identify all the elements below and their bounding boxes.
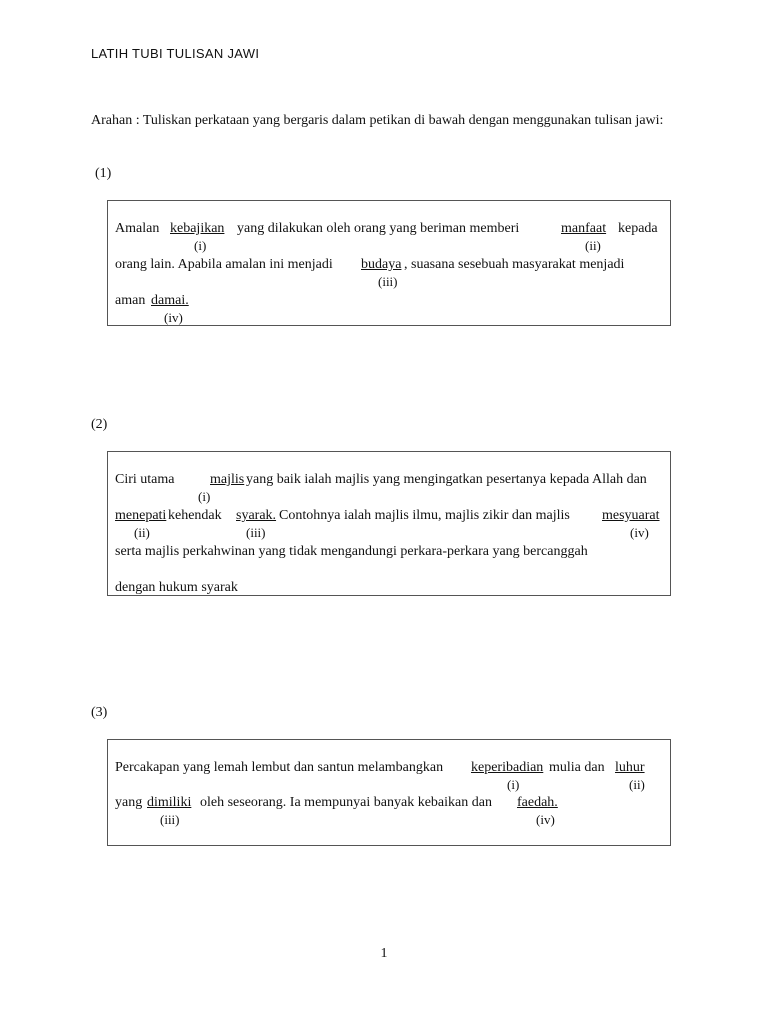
question-3-passage-box — [107, 739, 671, 846]
question-1-number: (1) — [95, 166, 112, 181]
underlined-word-1: majlis — [210, 472, 245, 487]
page-number: 1 — [380, 946, 388, 961]
marker-iii: (iii) — [378, 274, 398, 289]
marker-iii: (iii) — [160, 812, 180, 827]
marker-ii: (ii) — [134, 525, 150, 540]
marker-iii: (iii) — [246, 525, 266, 540]
underlined-word-1: keperibadian — [471, 760, 544, 775]
marker-ii: (ii) — [629, 777, 645, 792]
question-3-number: (3) — [91, 705, 108, 720]
marker-i: (i) — [198, 489, 211, 504]
passage-text: , suasana sesebuah masyarakat menjadi — [404, 257, 625, 272]
passage-text: mulia dan — [549, 760, 605, 775]
underlined-word-3: dimiliki — [147, 795, 192, 810]
passage-text: orang lain. Apabila amalan ini menjadi — [115, 257, 333, 272]
passage-text: dengan hukum syarak — [115, 580, 238, 595]
passage-text: yang dilakukan oleh orang yang beriman memberi — [237, 221, 520, 236]
underlined-word-2: menepati — [115, 508, 167, 523]
underlined-word-4: faedah. — [517, 795, 558, 810]
question-2-passage-box — [107, 451, 671, 596]
passage-text: yang — [115, 795, 143, 810]
passage-text: yang baik ialah majlis yang mengingatkan pesertanya kepada Allah dan — [246, 472, 647, 487]
underlined-word-1: kebajikan — [170, 221, 225, 236]
underlined-word-3: budaya — [361, 257, 402, 272]
underlined-word-3: syarak. — [236, 508, 277, 523]
marker-iv: (iv) — [164, 310, 183, 325]
instruction-text: Arahan : Tuliskan perkataan yang bergaris dalam petikan di bawah dengan menggunakan tulisan jawi: — [91, 113, 664, 128]
passage-text: serta majlis perkahwinan yang tidak mengandungi perkara-perkara yang bercanggah — [115, 544, 588, 559]
marker-iv: (iv) — [630, 525, 649, 540]
passage-text: Ciri utama — [115, 472, 175, 487]
passage-text: Amalan — [115, 221, 160, 236]
passage-text: aman — [115, 293, 146, 308]
underlined-word-2: luhur — [615, 760, 645, 775]
marker-iv: (iv) — [536, 812, 555, 827]
marker-i: (i) — [507, 777, 520, 792]
passage-text: kehendak — [168, 508, 222, 523]
underlined-word-4: mesyuarat — [602, 508, 660, 523]
underlined-word-4: damai. — [151, 293, 189, 308]
passage-text: oleh seseorang. Ia mempunyai banyak kebaikan dan — [200, 795, 492, 810]
marker-i: (i) — [194, 238, 207, 253]
underlined-word-2: manfaat — [561, 221, 607, 236]
question-1-passage-box — [107, 200, 671, 326]
document-header: LATIH TUBI TULISAN JAWI — [91, 46, 260, 61]
question-2-number: (2) — [91, 417, 108, 432]
passage-text: Contohnya ialah majlis ilmu, majlis zikir dan majlis — [279, 508, 570, 523]
passage-text: Percakapan yang lemah lembut dan santun melambangkan — [115, 760, 444, 775]
passage-text: kepada — [618, 221, 658, 236]
marker-ii: (ii) — [585, 238, 601, 253]
